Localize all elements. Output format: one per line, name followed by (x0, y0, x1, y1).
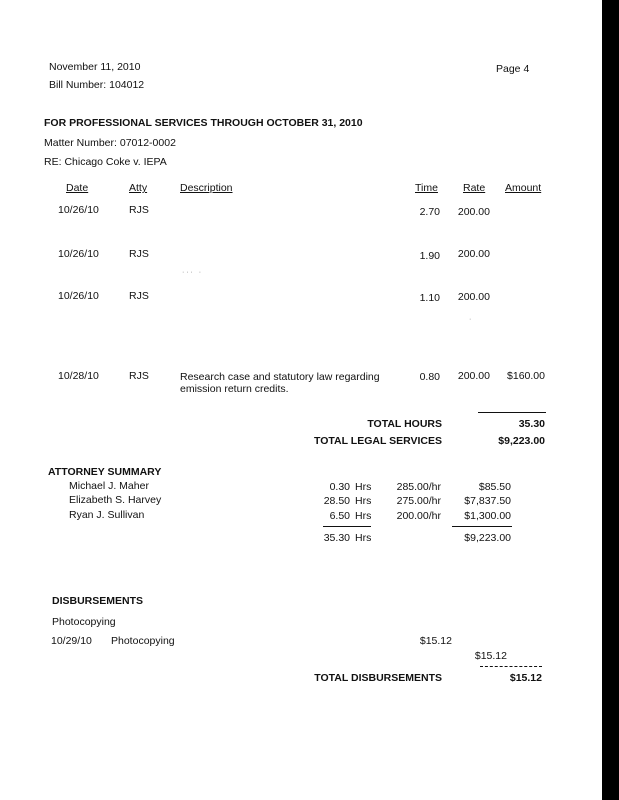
entry-atty: RJS (129, 204, 149, 216)
column-atty: Atty (129, 182, 148, 194)
services-title: FOR PROFESSIONAL SERVICES THROUGH OCTOBER 31, 2010 (44, 117, 363, 129)
entry-atty: RJS (129, 290, 149, 302)
scan-speckle: · (469, 316, 472, 323)
disbursement-date: 10/29/10 (51, 635, 92, 647)
attorney-amount: $7,837.50 (464, 495, 511, 507)
column-date: Date (66, 182, 89, 194)
entry-description-line1: Research case and statutory law regarding (180, 371, 380, 383)
totals-rule (478, 412, 546, 413)
disbursement-subtotal: $15.12 (474, 650, 507, 662)
entry-date: 10/26/10 (58, 204, 99, 216)
matter-number-label: Matter Number: (44, 137, 117, 149)
entry-description-line2: emission return credits. (180, 383, 289, 395)
entry-time: 0.80 (419, 371, 440, 383)
entry-rate: 200.00 (457, 370, 490, 382)
total-hours-label: TOTAL HOURS (367, 418, 442, 430)
summary-total-hours: 35.30 (323, 532, 350, 544)
attorney-amount: $1,300.00 (464, 510, 511, 522)
bill-number-label: Bill Number: (49, 79, 107, 91)
attorney-rate: 200.00/hr (396, 510, 441, 522)
page-number: Page 4 (496, 63, 530, 75)
disbursement-description: Photocopying (111, 635, 175, 647)
attorney-summary-title: ATTORNEY SUMMARY (48, 466, 162, 478)
attorney-hours: 28.50 (323, 495, 350, 507)
entry-date: 10/26/10 (58, 248, 99, 260)
entry-atty: RJS (129, 370, 149, 382)
scan-edge (602, 0, 619, 800)
entry-rate: 200.00 (457, 206, 490, 218)
disbursement-rule (480, 666, 542, 667)
bill-number: 104012 (109, 79, 145, 91)
column-time: Time (415, 182, 438, 194)
disbursements-title: DISBURSEMENTS (52, 595, 144, 607)
summary-hours-rule (323, 526, 371, 527)
attorney-name: Ryan J. Sullivan (69, 509, 145, 521)
attorney-amount: $85.50 (478, 481, 511, 493)
re-label: RE: (44, 156, 62, 168)
attorney-name: Michael J. Maher (69, 480, 149, 492)
entry-time: 1.10 (419, 292, 440, 304)
summary-amount-rule (452, 526, 512, 527)
re-value: Chicago Coke v. IEPA (64, 156, 167, 168)
entry-date: 10/28/10 (58, 370, 99, 382)
summary-total-unit: Hrs (355, 532, 372, 544)
attorney-rate: 275.00/hr (396, 495, 441, 507)
column-rate: Rate (463, 182, 486, 194)
entry-amount: $160.00 (507, 370, 545, 382)
column-description: Description (180, 182, 233, 194)
scan-speckle: · · · · (182, 269, 202, 276)
disbursement-amount: $15.12 (419, 635, 452, 647)
disbursement-category: Photocopying (52, 616, 116, 628)
attorney-hours: 0.30 (329, 481, 350, 493)
total-legal-value: $9,223.00 (498, 435, 545, 447)
entry-rate: 200.00 (457, 291, 490, 303)
attorney-hours: 6.50 (329, 510, 350, 522)
entry-time: 2.70 (419, 206, 440, 218)
entry-date: 10/26/10 (58, 290, 99, 302)
attorney-rate: 285.00/hr (396, 481, 441, 493)
attorney-hours-unit: Hrs (355, 510, 372, 522)
entry-rate: 200.00 (457, 248, 490, 260)
bill-number-row (49, 79, 144, 91)
attorney-hours-unit: Hrs (355, 481, 372, 493)
matter-number: 07012-0002 (119, 137, 176, 149)
matter-number-row (44, 137, 176, 149)
column-amount: Amount (505, 182, 542, 194)
total-legal-label: TOTAL LEGAL SERVICES (314, 435, 442, 447)
total-disbursements-label: TOTAL DISBURSEMENTS (314, 672, 442, 684)
entry-atty: RJS (129, 248, 149, 260)
total-hours-value: 35.30 (518, 418, 545, 430)
entry-time: 1.90 (419, 250, 440, 262)
summary-total-amount: $9,223.00 (464, 532, 511, 544)
bill-date: November 11, 2010 (49, 61, 141, 73)
total-disbursements-value: $15.12 (509, 672, 542, 684)
attorney-name: Elizabeth S. Harvey (69, 494, 162, 506)
re-row (44, 156, 167, 168)
attorney-hours-unit: Hrs (355, 495, 372, 507)
